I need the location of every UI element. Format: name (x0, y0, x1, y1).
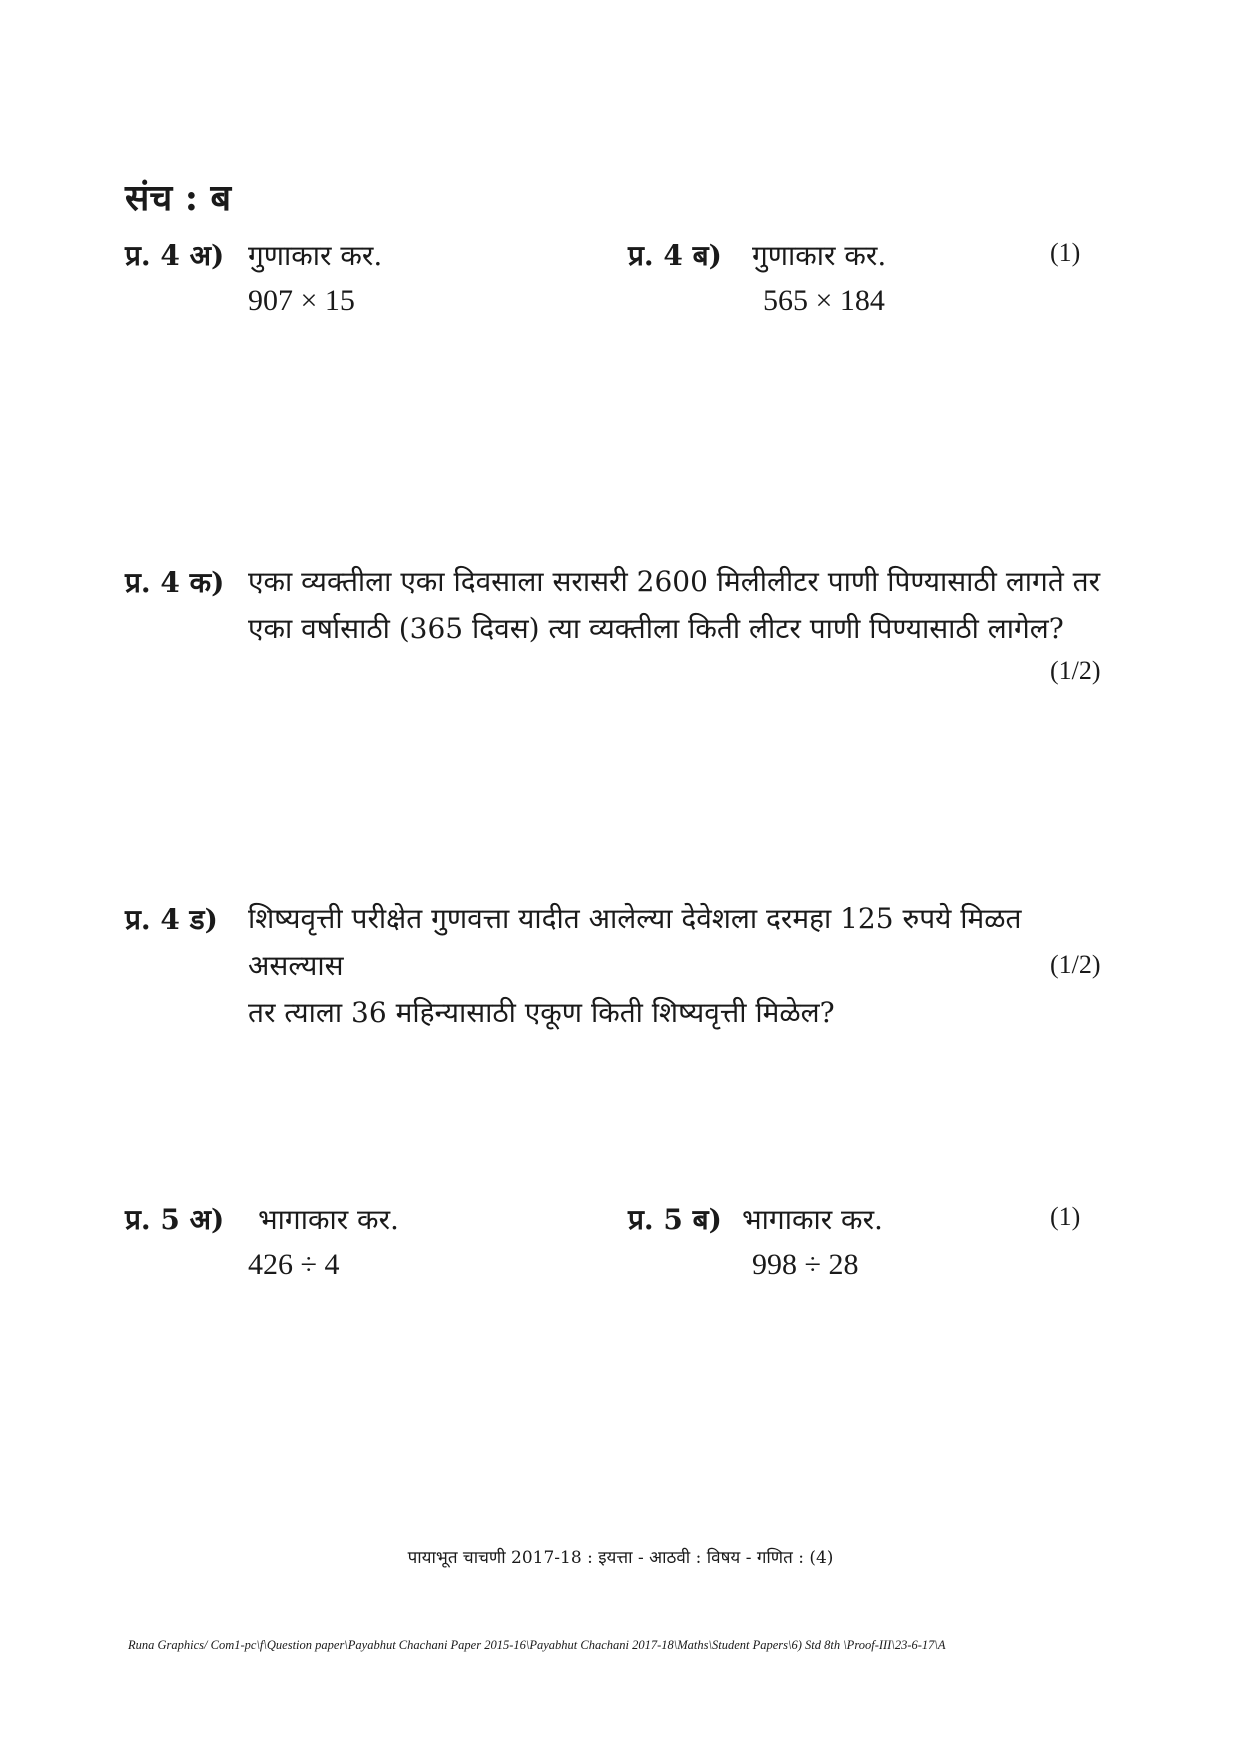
set-title: संच : ब (125, 177, 232, 219)
question-label-4d: प्र. 4 ड) (125, 903, 218, 936)
question-text-4c (248, 558, 1108, 652)
question-instruction-4b: गुणाकार कर. (752, 239, 887, 272)
question-text-4c-line1: एका व्यक्तीला एका दिवसाला सरासरी 2600 मिलीलीटर पाणी पिण्यासाठी लागते तर (248, 565, 1101, 598)
question-text-4c-line2: एका वर्षासाठी (365 दिवस) त्या व्यक्तीला किती लीटर पाणी पिण्यासाठी लागेल? (248, 612, 1064, 645)
page-footer: पायाभूत चाचणी 2017-18 : इयत्ता - आठवी : विषय - गणित : (4) (407, 1548, 834, 1568)
expression-5b: 998 ÷ 28 (752, 1248, 859, 1281)
marks-4b: (1) (1050, 238, 1081, 267)
question-text-4d-line1: शिष्यवृत्ती परीक्षेत गुणवत्ता यादीत आलेल्या देवेशला दरमहा 125 रुपये मिळत असल्यास (248, 902, 1022, 982)
marks-5b: (1) (1050, 1202, 1081, 1231)
question-label-4b: प्र. 4 ब) (628, 239, 722, 272)
question-text-4d (248, 895, 1108, 1036)
question-instruction-5a: भागाकार कर. (258, 1203, 399, 1236)
question-text-4d-line2: तर त्याला 36 महिन्यासाठी एकूण किती शिष्यवृत्ती मिळेल? (248, 996, 835, 1029)
expression-4a: 907 × 15 (248, 284, 355, 317)
expression-5a: 426 ÷ 4 (248, 1248, 340, 1281)
question-label-5b: प्र. 5 ब) (628, 1203, 722, 1236)
file-path-note: Runa Graphics/ Com1-pc\f\Question paper\Payabhut Chachani Paper 2015-16\Payabhut Chachani 2017-18\Maths\Student Papers\6) Std 8th \Proof-III\23-6-17\A (128, 1638, 946, 1652)
question-label-5a: प्र. 5 अ) (125, 1203, 225, 1236)
question-label-4c: प्र. 4 क) (125, 566, 225, 599)
question-label-4a: प्र. 4 अ) (125, 239, 225, 272)
marks-4c: (1/2) (1050, 656, 1101, 685)
marks-4d: (1/2) (1050, 950, 1101, 979)
question-instruction-4a: गुणाकार कर. (248, 239, 383, 272)
question-instruction-5b: भागाकार कर. (742, 1203, 883, 1236)
expression-4b: 565 × 184 (763, 284, 885, 317)
